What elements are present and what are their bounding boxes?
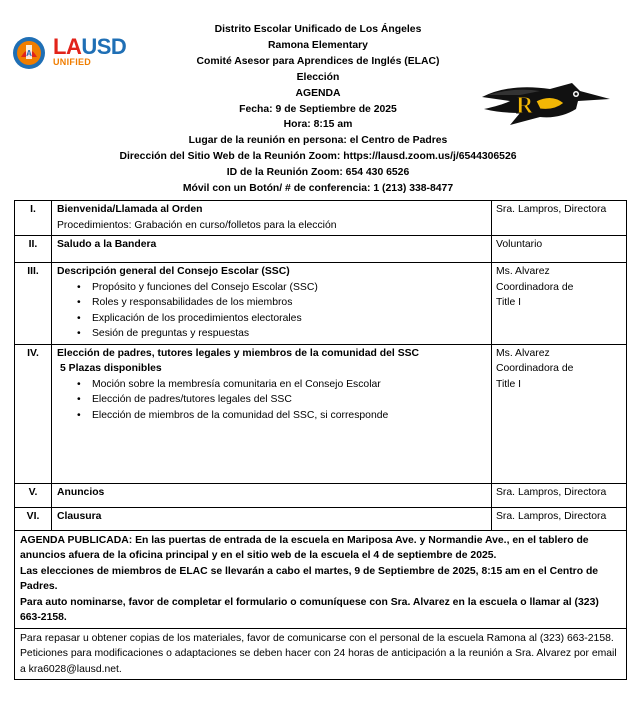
presenter-line: Coordinadora de: [496, 281, 574, 293]
presenter-line: Ms. Alvarez: [496, 347, 550, 359]
list-item: • Explicación de los procedimientos electorales: [77, 311, 487, 327]
notice-row: [15, 530, 627, 628]
agenda-item-title: Elección de padres, tutores legales y miembros de la comunidad del SSC: [57, 347, 420, 359]
committee-name: Comité Asesor para Aprendices de Inglés (ELAC): [196, 55, 440, 67]
agenda-item-number: III.: [15, 263, 52, 345]
agenda-item-number: I.: [15, 201, 52, 236]
agenda-item-number: II.: [15, 236, 52, 263]
contact-notice: Para repasar u obtener copias de los materiales, favor de comunicarse con el personal de la escuela Ramona al (323) 663-2158. Peticiones para modificaciones o adaptaciones se deben hacer con 24 horas de anticipación a la reunión a Sra. Alvarez por email a kra6028@lausd.net.: [15, 628, 627, 680]
list-item: • Moción sobre la membresía comunitaria en el Consejo Escolar: [77, 377, 487, 393]
agenda-item-subtitle: 5 Plazas disponibles: [60, 363, 162, 374]
agenda-row-2: [15, 236, 627, 263]
agenda-item-number: VI.: [15, 507, 52, 530]
list-item: • Propósito y funciones del Consejo Escolar (SSC): [77, 280, 487, 296]
logo-subtitle: UNIFIED: [53, 57, 92, 67]
agenda-item-number: V.: [15, 483, 52, 507]
presenter-line: Title I: [496, 378, 522, 390]
document-header: [0, 0, 636, 200]
agenda-item-content: [52, 201, 492, 236]
agenda-item-content: [52, 263, 492, 345]
agenda-item-title: Clausura: [57, 510, 102, 522]
agenda-item-presenter: Sra. Lampros, Directora: [492, 201, 627, 236]
zoom-url[interactable]: Dirección del Sitio Web de la Reunión Zoom: https://lausd.zoom.us/j/6544306526: [119, 151, 517, 163]
agenda-item-presenter: [492, 263, 627, 345]
logo-usd: USD: [81, 34, 127, 59]
agenda-item-title: Bienvenida/Llamada al Orden: [57, 204, 203, 215]
svg-text:A: A: [26, 49, 32, 58]
agenda-row-1: [15, 201, 627, 236]
presenter-line: Ms. Alvarez: [496, 266, 550, 277]
list-item: • Roles y responsabilidades de los miembros: [77, 295, 487, 311]
conference-phone: Móvil con un Botón/ # de conferencia: 1 (213) 338-8477: [182, 183, 454, 195]
notice-nomination: Para auto nominarse, favor de completar el formulario o comuníquese con Sra. Alvarez en la escuela o llamar al (323) 663-2158.: [20, 596, 599, 623]
agenda-item-presenter: Voluntario: [492, 236, 627, 263]
agenda-row-3: [15, 263, 627, 345]
notice-election-date: Las elecciones de miembros de ELAC se llevarán a cabo el martes, 9 de Septiembre de 2025, 8:15 am en el Centro de Padres.: [20, 565, 599, 592]
roadrunner-logo-icon: [480, 79, 612, 129]
presenter-line: Coordinadora de: [496, 363, 574, 374]
agenda-item-presenter: [492, 344, 627, 483]
published-notice: [15, 530, 627, 628]
agenda-bullet-list: [77, 377, 487, 424]
list-item: • Sesión de preguntas y respuestas: [77, 326, 487, 342]
agenda-item-title: Saludo a la Bandera: [57, 239, 157, 250]
agenda-item-content: [52, 344, 492, 483]
presenter-line: Title I: [496, 297, 522, 308]
agenda-item-number: IV.: [15, 344, 52, 483]
meeting-time: Hora: 8:15 am: [283, 119, 353, 131]
agenda-row-5: [15, 483, 627, 507]
list-item: • Elección de miembros de la comunidad del SSC, si corresponde: [77, 408, 487, 424]
agenda-table: [14, 200, 627, 680]
logo-la: LA: [53, 34, 82, 59]
meeting-type: Elección: [296, 71, 340, 83]
agenda-item-presenter: Sra. Lampros, Directora: [492, 507, 627, 530]
agenda-item-title: Descripción general del Consejo Escolar (SSC): [57, 266, 290, 277]
svg-text:R: R: [516, 93, 534, 119]
notice-posted-locations: AGENDA PUBLICADA: En las puertas de entrada de la escuela en Mariposa Ave. y Normandie Ave., en el tablero de anuncios afuera de la oficina principal y en el sitio web de la escuela el 4 de septiembre de 2025.: [20, 534, 589, 561]
agenda-row-6: [15, 507, 627, 530]
meeting-location: Lugar de la reunión en persona: el Centro de Padres: [188, 135, 448, 147]
lausd-seal-icon: [11, 35, 51, 71]
agenda-item-content: [52, 483, 492, 507]
agenda-item-presenter: Sra. Lampros, Directora: [492, 483, 627, 507]
district-name: Distrito Escolar Unificado de Los Ángeles: [214, 24, 422, 35]
agenda-bullet-list: [77, 280, 487, 342]
zoom-id: ID de la Reunión Zoom: 654 430 6526: [226, 167, 410, 179]
agenda-item-detail: Procedimientos: Grabación en curso/folletos para la elección: [57, 219, 337, 231]
list-item: • Elección de padres/tutores legales del SSC: [77, 392, 487, 408]
contact-row: [15, 628, 627, 680]
agenda-item-title: Anuncios: [57, 486, 105, 498]
school-name: Ramona Elementary: [268, 39, 368, 51]
agenda-row-4: [15, 344, 627, 483]
agenda-item-content: [52, 236, 492, 263]
agenda-heading: AGENDA: [295, 87, 341, 99]
agenda-item-content: [52, 507, 492, 530]
meeting-date: Fecha: 9 de Septiembre de 2025: [239, 103, 397, 115]
